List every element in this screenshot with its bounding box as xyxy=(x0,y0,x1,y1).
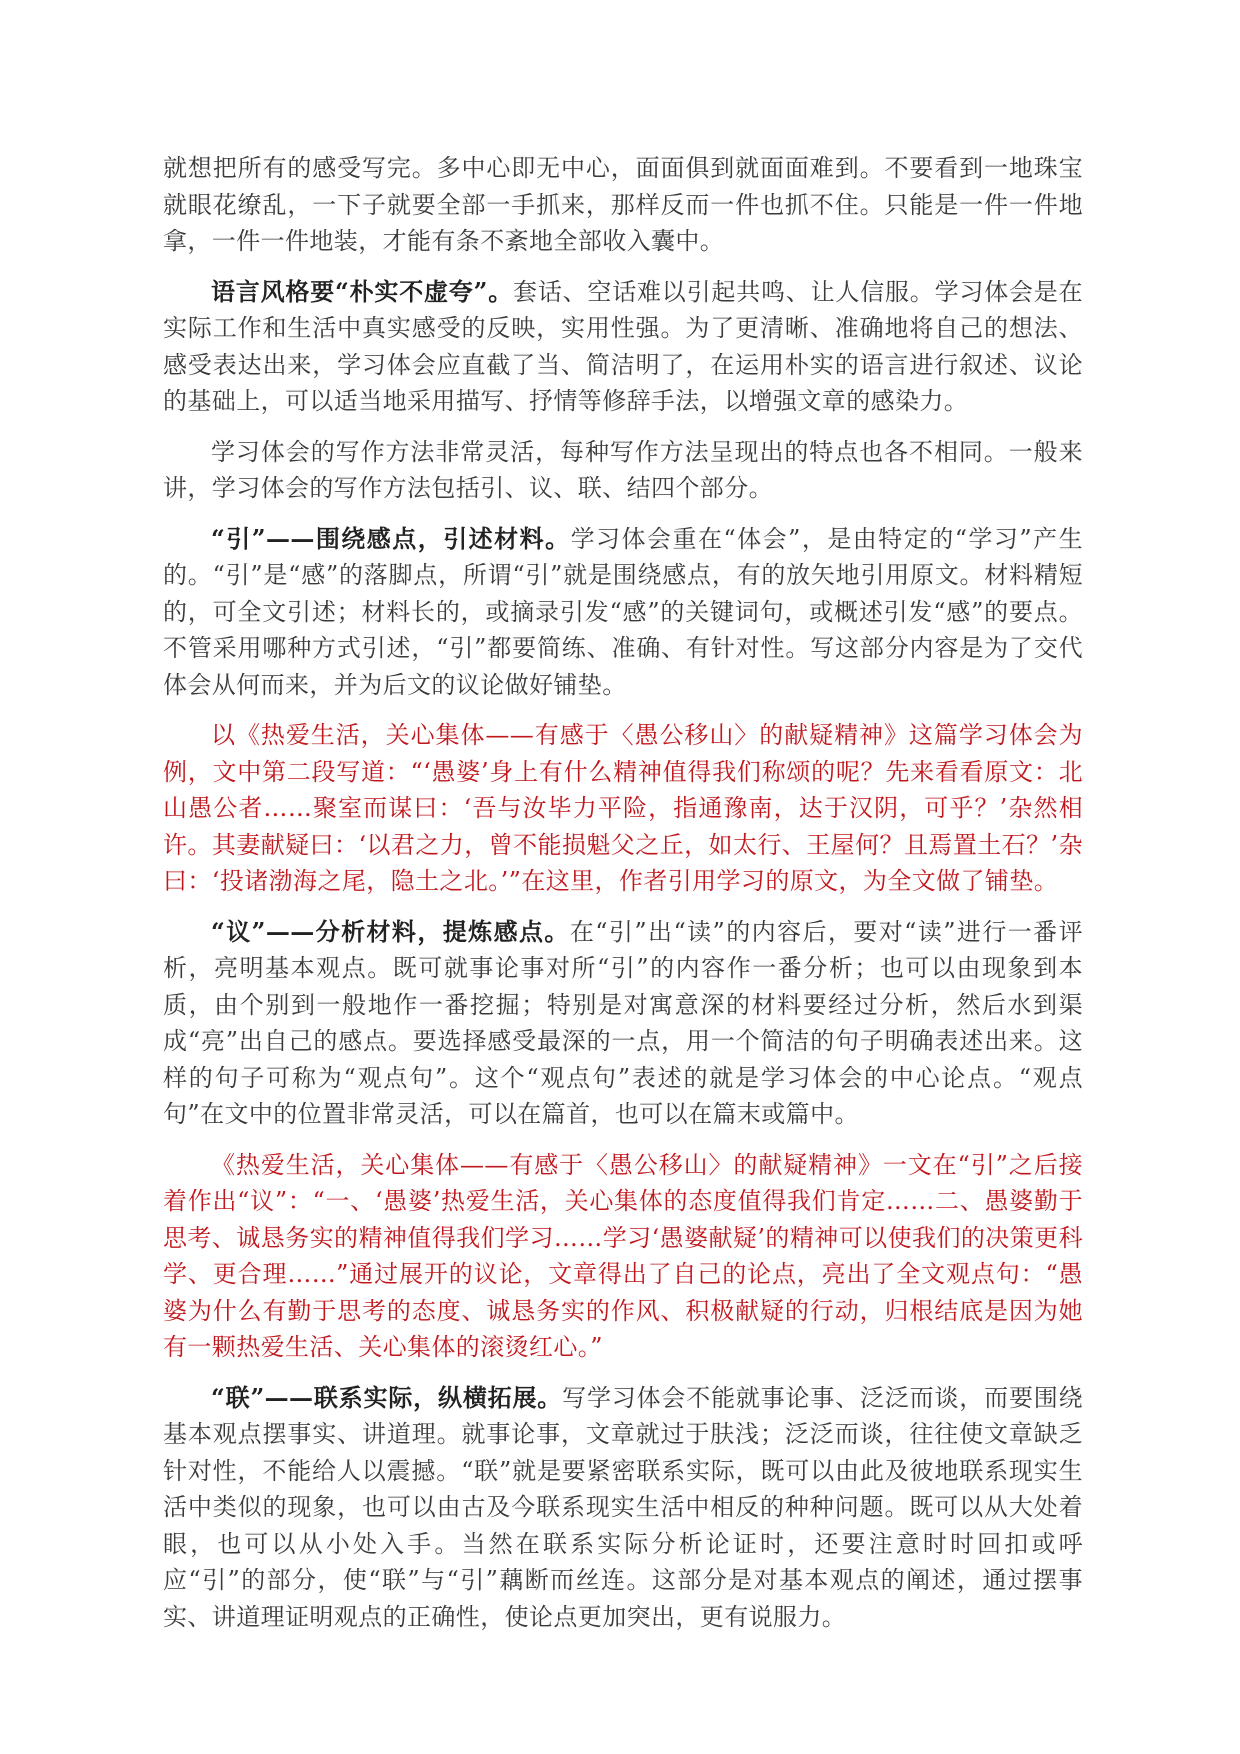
paragraph-focus-continuation xyxy=(163,150,1083,260)
paragraph-text: 套话、空话难以引起共鸣、让人信服。学习体会是在实际工作和生活中真实感受的反映，实用性强。为了更清晰、准确地将自己的想法、感受表达出来，学习体会应直截了当、简洁明了，在运用朴实的语言进行叙述、议论的基础上，可以适当地采用描写、抒情等修辞手法，以增强文章的感染力。 xyxy=(163,277,1084,415)
paragraph-text: 就想把所有的感受写完。多中心即无中心，面面俱到就面面难到。不要看到一地珠宝就眼花缭乱，一下子就要全部一手抓来，那样反而一件也抓不住。只能是一件一件地拿，一件一件地装，才能有条不紊地全部收入囊中。 xyxy=(163,154,1083,255)
paragraph-lead: “议”——分析材料，提炼感点。 xyxy=(211,916,570,946)
paragraph-lian xyxy=(163,1380,1083,1636)
paragraph-text: 写学习体会不能就事论事、泛泛而谈，而要围绕基本观点摆事实、讲道理。就事论事，文章就过于肤浅；泛泛而谈，往往使文章缺乏针对性，不能给人以震撼。“联”就是要紧密联系实际，既可以由此及彼地联系现实生活中类似的现象，也可以由古及今联系现实生活中相反的种种问题。既可以从大处着眼，也可以从小处入手。当然在联系实际分析论证时，还要注意时时回扣或呼应“引”的部分，使“联”与“引”藕断而丝连。这部分是对基本观点的阐述，通过摆事实、讲道理证明观点的正确性，使论点更加突出，更有说服力。 xyxy=(163,1383,1083,1631)
paragraph-text: 学习体会重在“体会”，是由特定的“学习”产生的。“引”是“感”的落脚点，所谓“引”就是围绕感点，有的放矢地引用原文。材料精短的，可全文引述；材料长的，或摘录引发“感”的关键词句，或概述引发“感”的要点。不管采用哪种方式引述，“引”都要简练、准确、有针对性。写这部分内容是为了交代体会从何而来，并为后文的议论做好铺垫。 xyxy=(163,524,1083,699)
paragraph-yi xyxy=(163,914,1083,1133)
paragraph-method-intro xyxy=(163,434,1083,507)
paragraph-yin xyxy=(163,521,1083,704)
paragraph-text: 在“引”出“读”的内容后，要对“读”进行一番评析，亮明基本观点。既可就事论事对所“引”的内容作一番分析；也可以由现象到本质，由个别到一般地作一番挖掘；特别是对寓意深的材料要经过分析，然后水到渠成“亮”出自己的感点。要选择感受最深的一点，用一个简洁的句子明确表述出来。这样的句子可称为“观点句”。这个“观点句”表述的就是学习体会的中心论点。“观点句”在文中的位置非常灵活，可以在篇首，也可以在篇末或篇中。 xyxy=(163,917,1083,1128)
paragraph-lead: “联”——联系实际，纵横拓展。 xyxy=(211,1382,563,1412)
example-text: 《热爱生活，关心集体——有感于〈愚公移山〉的献疑精神》一文在“引”之后接着作出“议”：“一、‘愚婆’热爱生活，关心集体的态度值得我们肯定……二、愚婆勤于思考、诚恳务实的精神值得我们学习……学习‘愚婆献疑’的精神可以使我们的决策更科学、更合理……”通过展开的议论，文章得出了自己的论点，亮出了全文观点句：“愚婆为什么有勤于思考的态度、诚恳务实的作风、积极献疑的行动，归根结底是因为她有一颗热爱生活、关心集体的滚烫红心。” xyxy=(163,1150,1083,1361)
example-text: 以《热爱生活，关心集体——有感于〈愚公移山〉的献疑精神》这篇学习体会为例，文中第二段写道：“‘愚婆’身上有什么精神值得我们称颂的呢？先来看看原文：北山愚公者……聚室而谋曰：‘吾与汝毕力平险，指通豫南，达于汉阴，可乎？’杂然相许。其妻献疑曰：‘以君之力，曾不能损魁父之丘，如太行、王屋何？且焉置土石？’杂曰：‘投诸渤海之尾，隐土之北。’”在这里，作者引用学习的原文，为全文做了铺垫。 xyxy=(163,721,1083,895)
paragraph-language-style xyxy=(163,274,1083,420)
paragraph-text: 学习体会的写作方法非常灵活，每种写作方法呈现出的特点也各不相同。一般来讲，学习体会的写作方法包括引、议、联、结四个部分。 xyxy=(163,437,1083,502)
paragraph-lead: 语言风格要“朴实不虚夸”。 xyxy=(211,276,514,306)
example-yin xyxy=(163,717,1083,900)
paragraph-lead: “引”——围绕感点，引述材料。 xyxy=(211,523,571,553)
example-yi xyxy=(163,1147,1083,1366)
document-page xyxy=(163,150,1083,1649)
